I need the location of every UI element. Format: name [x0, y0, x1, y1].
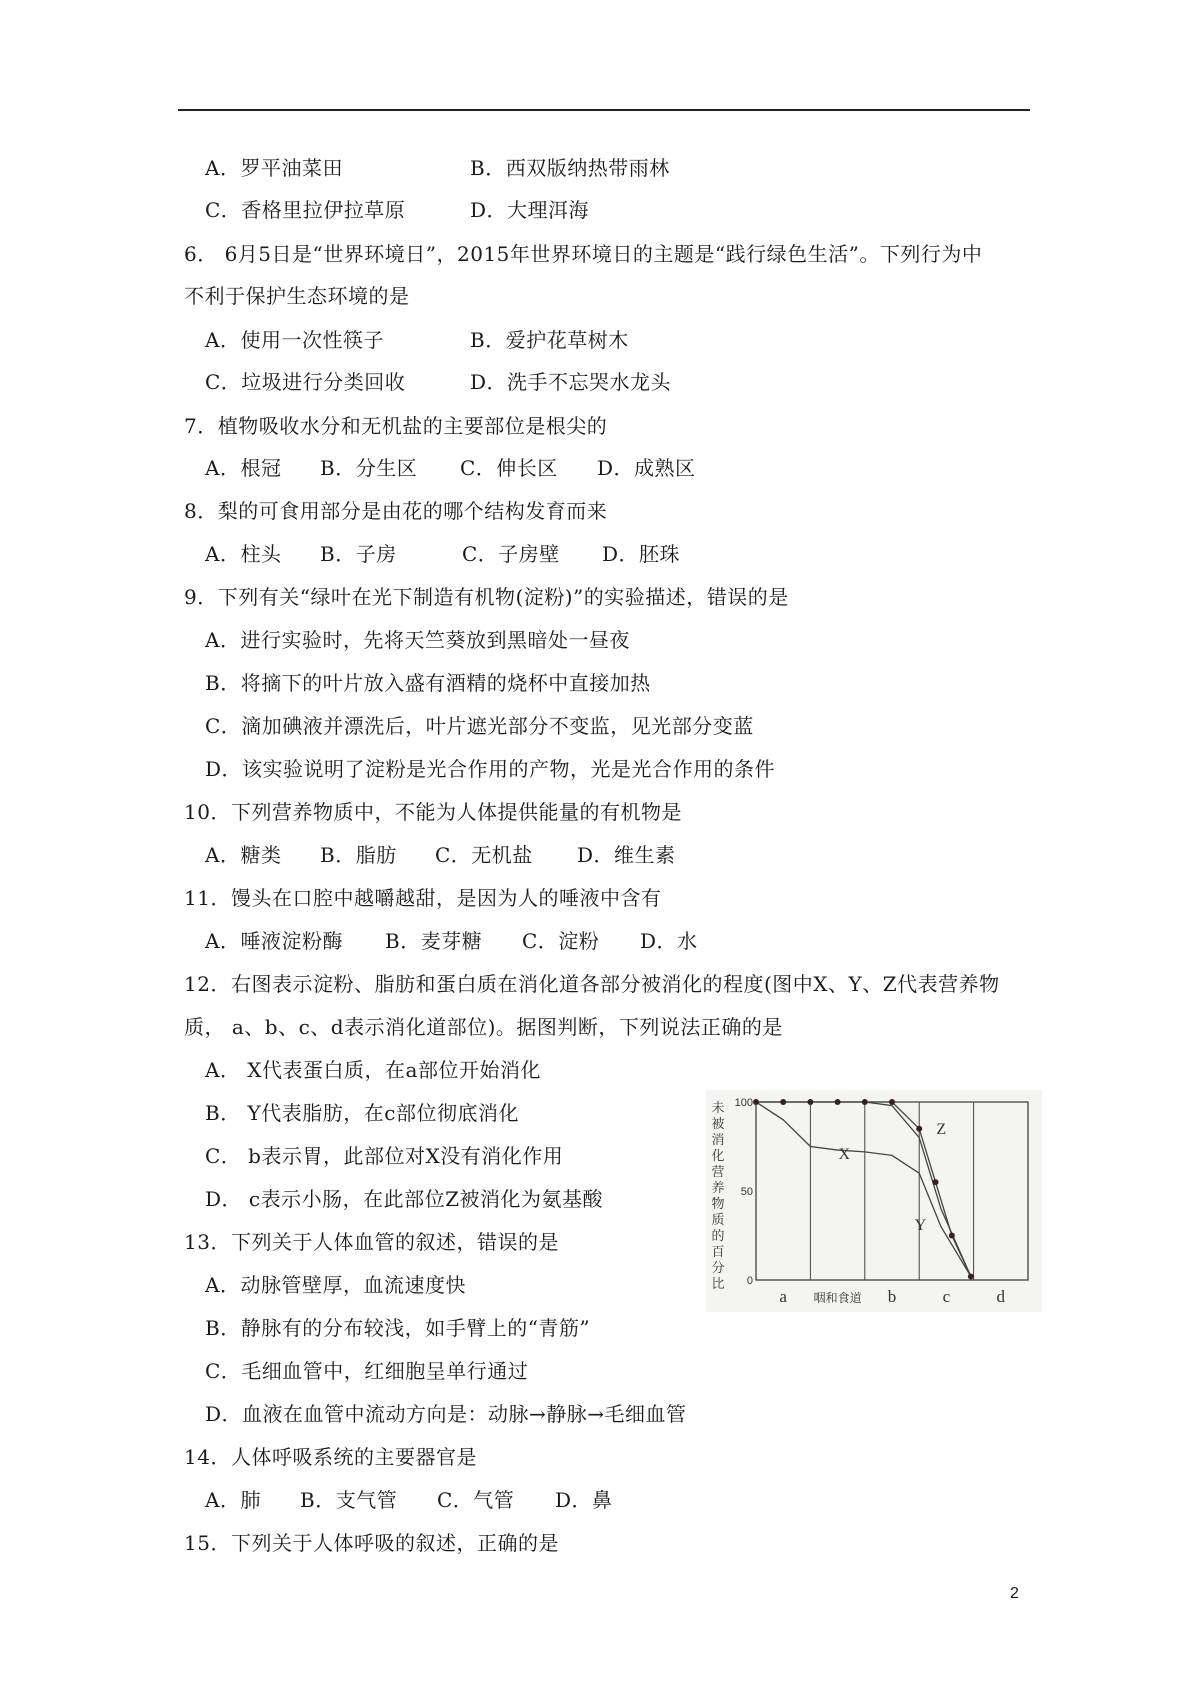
q12-stem-line2: 质， a、b、c、d表示消化道部位)。据图判断，下列说法正确的是 — [184, 1015, 783, 1039]
q13-option-a: A．动脉管壁厚，血流速度快 — [205, 1273, 466, 1297]
q8-stem: 8．梨的可食用部分是由花的哪个结构发育而来 — [184, 499, 608, 523]
q12-option-d: D． c表示小肠，在此部位Z被消化为氨基酸 — [205, 1187, 603, 1211]
q10-option-d: D．维生素 — [577, 843, 676, 867]
category-label: d — [996, 1287, 1006, 1306]
q9-option-d: D．该实验说明了淀粉是光合作用的产物，光是光合作用的条件 — [205, 757, 776, 781]
q7-option-b: B．分生区 — [320, 456, 418, 480]
series-point-z — [862, 1099, 868, 1105]
q6-stem-line2: 不利于保护生态环境的是 — [184, 284, 410, 308]
q6-option-b: B．爱护花草树木 — [470, 328, 629, 352]
q13-option-d: D．血液在血管中流动方向是：动脉→静脉→毛细血管 — [205, 1402, 687, 1426]
q10-option-c: C．无机盐 — [435, 843, 533, 867]
q14-stem: 14．人体呼吸系统的主要器官是 — [184, 1445, 477, 1469]
series-point-z — [889, 1099, 895, 1105]
q7-option-c: C．伸长区 — [460, 456, 558, 480]
q8-option-c: C．子房壁 — [462, 542, 560, 566]
plot-frame — [756, 1102, 1028, 1280]
category-label: a — [779, 1287, 787, 1306]
q8-option-d: D．胚珠 — [602, 542, 681, 566]
q10-stem: 10．下列营养物质中，不能为人体提供能量的有机物是 — [184, 800, 682, 824]
q9-option-c: C．滴加碘液并漂洗后，叶片遮光部分不变监，见光部分变蓝 — [205, 714, 754, 738]
q11-stem: 11．馒头在口腔中越嚼越甜，是因为人的唾液中含有 — [184, 886, 662, 910]
q5-option-d: D．大理洱海 — [470, 198, 590, 222]
q6-option-d: D．洗手不忘哭水龙头 — [470, 370, 672, 394]
q12-option-c: C． b表示胃，此部位对X没有消化作用 — [205, 1144, 564, 1168]
q12-option-b: B． Y代表脂肪，在c部位彻底消化 — [205, 1101, 519, 1125]
y-axis-label-char: 养 — [711, 1181, 725, 1196]
series-label-y: Y — [914, 1217, 927, 1235]
q12-stem-line1: 12．右图表示淀粉、脂肪和蛋白质在消化道各部分被消化的程度(图中X、Y、Z代表营养物 — [184, 972, 1000, 996]
q6-option-a: A．使用一次性筷子 — [205, 328, 384, 352]
q11-option-d: D．水 — [640, 929, 698, 953]
header-rule — [178, 109, 1030, 111]
q9-option-a: A．进行实验时，先将天竺葵放到黑暗处一昼夜 — [205, 628, 630, 652]
q9-stem: 9．下列有关“绿叶在光下制造有机物(淀粉)”的实验描述，错误的是 — [184, 585, 789, 609]
q6-option-c: C．垃圾进行分类回收 — [205, 370, 406, 394]
q14-option-d: D．鼻 — [555, 1488, 613, 1512]
category-label: 咽和食道 — [813, 1291, 862, 1305]
series-point-z — [780, 1099, 786, 1105]
q13-option-b: B．静脉有的分布较浅，如手臂上的“青筋” — [205, 1316, 591, 1340]
q14-option-b: B．支气管 — [300, 1488, 398, 1512]
y-axis-label-char: 百 — [711, 1245, 725, 1260]
y-axis-label-char: 消 — [711, 1133, 725, 1148]
q10-option-b: B．脂肪 — [320, 843, 397, 867]
q14-option-c: C．气管 — [437, 1488, 515, 1512]
q5-option-c: C．香格里拉伊拉草原 — [205, 198, 406, 222]
digestion-chart — [706, 1090, 1042, 1312]
y-axis-label-char: 未 — [711, 1101, 725, 1116]
y-axis-label-char: 被 — [711, 1117, 725, 1132]
y-axis-label-char: 物 — [711, 1197, 725, 1212]
q13-stem: 13．下列关于人体血管的叙述，错误的是 — [184, 1230, 559, 1254]
q8-option-a: A．柱头 — [205, 542, 282, 566]
q12-option-a: A． X代表蛋白质，在a部位开始消化 — [205, 1058, 541, 1082]
q6-stem-line1: 6． 6月5日是“世界环境日”，2015年世界环境日的主题是“践行绿色生活”。下列行为中 — [184, 242, 983, 266]
series-point-z — [807, 1099, 813, 1105]
q14-option-a: A．肺 — [205, 1488, 261, 1512]
q11-option-b: B．麦芽糖 — [385, 929, 483, 953]
y-tick-label: 0 — [746, 1275, 753, 1287]
series-label-z: Z — [936, 1121, 947, 1139]
y-axis-label-char: 营 — [711, 1165, 725, 1180]
q9-option-b: B．将摘下的叶片放入盛有酒精的烧杯中直接加热 — [205, 671, 651, 695]
q11-option-a: A．唾液淀粉酶 — [205, 929, 343, 953]
q7-option-d: D．成熟区 — [597, 456, 696, 480]
series-point-z — [949, 1233, 955, 1239]
q5-option-b: B．西双版纳热带雨林 — [470, 156, 670, 180]
y-axis-label-char: 化 — [711, 1149, 725, 1164]
category-label: b — [887, 1287, 897, 1306]
y-tick-label: 100 — [734, 1097, 753, 1109]
page-number: 2 — [1010, 1585, 1019, 1602]
q11-option-c: C．淀粉 — [522, 929, 600, 953]
series-point-z — [968, 1273, 974, 1279]
y-axis-label-char: 分 — [711, 1261, 725, 1276]
y-tick-label: 50 — [740, 1186, 753, 1198]
q8-option-b: B．子房 — [320, 542, 397, 566]
series-point-z — [916, 1126, 922, 1132]
series-point-z — [933, 1179, 939, 1185]
q13-option-c: C．毛细血管中，红细胞呈单行通过 — [205, 1359, 529, 1383]
q15-stem: 15．下列关于人体呼吸的叙述，正确的是 — [184, 1531, 559, 1555]
digestion-chart-svg — [706, 1090, 1042, 1312]
category-label: c — [942, 1287, 951, 1306]
y-axis-label-char: 比 — [711, 1277, 725, 1292]
q7-option-a: A．根冠 — [205, 456, 282, 480]
y-axis-label-char: 质 — [711, 1213, 725, 1228]
y-axis-label-char: 的 — [711, 1229, 725, 1244]
q5-option-a: A．罗平油菜田 — [205, 156, 343, 180]
series-point-z — [835, 1099, 841, 1105]
series-label-x: X — [838, 1145, 851, 1163]
q10-option-a: A．糖类 — [205, 843, 282, 867]
q7-stem: 7．植物吸收水分和无机盐的主要部位是根尖的 — [184, 414, 608, 438]
series-point-z — [753, 1099, 759, 1105]
